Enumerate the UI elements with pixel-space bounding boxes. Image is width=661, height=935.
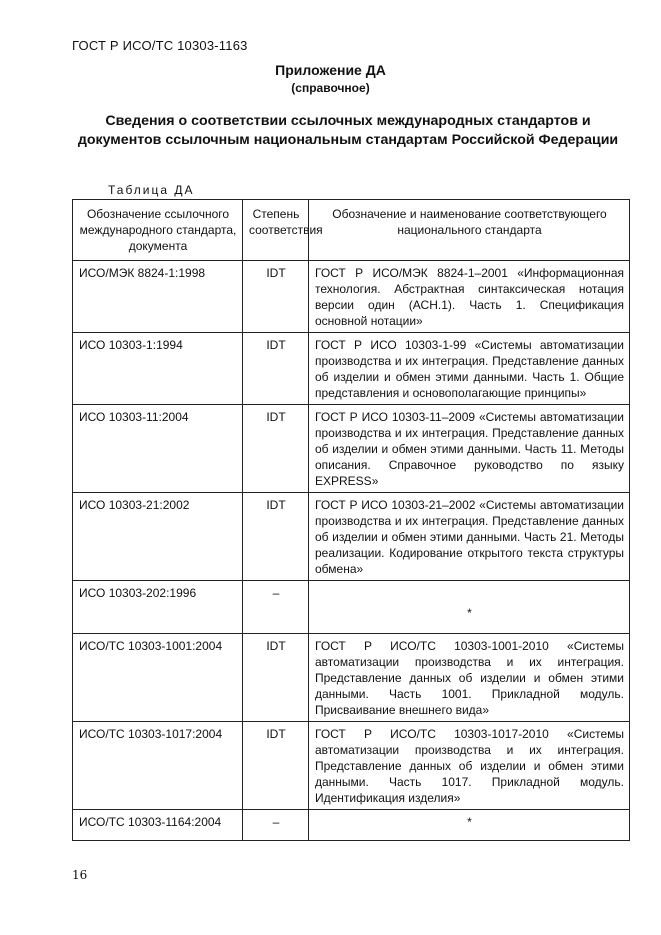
cell-national: * [309,581,630,634]
cell-national: ГОСТ Р ИСО/ТС 10303-1017-2010 «Системы автоматизации производства и их интеграция. Представление данных об изделии и обмен этими данными. Часть 1017. Прикладной модуль. Идентификация изделия» [309,722,630,810]
cell-national: * [309,810,630,841]
table-row [73,634,630,722]
cell-reference: ИСО 10303-11:2004 [73,405,243,493]
table-row [73,333,630,405]
cell-reference: ИСО 10303-21:2002 [73,493,243,581]
table-header-row [73,200,630,261]
table-caption: Таблица ДА [108,183,195,197]
page-title: Сведения о соответствии ссылочных международных стандартов и документов ссылочным национальным стандартам Российской Федерации [77,113,619,148]
cell-degree: IDT [243,634,309,722]
cell-reference: ИСО/ТС 10303-1017:2004 [73,722,243,810]
cell-national: ГОСТ Р ИСО/ТС 10303-1001-2010 «Системы автоматизации производства и их интеграция. Представление данных об изделии и обмен этими данными. Часть 1001. Прикладной модуль. Присваивание внешнего вида» [309,634,630,722]
cell-national: ГОСТ Р ИСО 10303-1-99 «Системы автоматизации производства и их интеграция. Представление данных об изделии и обмен этими данными. Часть 1. Общие представления и основополагающие принципы» [309,333,630,405]
header-degree: Степень соответствия [243,200,309,261]
table-row [73,581,630,634]
header-national: Обозначение и наименование соответствующего национального стандарта [309,200,630,261]
cell-degree: IDT [243,261,309,333]
header-reference: Обозначение ссылочного международного стандарта, документа [73,200,243,261]
table-row [73,810,630,841]
standards-table [72,199,630,841]
cell-reference: ИСО 10303-1:1994 [73,333,243,405]
table-row [73,261,630,333]
cell-degree: IDT [243,493,309,581]
table-row [73,493,630,581]
cell-reference: ИСО 10303-202:1996 [73,581,243,634]
cell-reference: ИСО/ТС 10303-1001:2004 [73,634,243,722]
cell-degree: – [243,581,309,634]
cell-degree: IDT [243,333,309,405]
page-number: 16 [72,868,88,882]
appendix-subtitle: (справочное) [291,81,370,95]
appendix-title: Приложение ДА [275,62,386,78]
document-id-header: ГОСТ Р ИСО/ТС 10303-1163 [72,38,248,53]
cell-reference: ИСО/МЭК 8824-1:1998 [73,261,243,333]
cell-national: ГОСТ Р ИСО 10303-11–2009 «Системы автоматизации производства и их интеграция. Представление данных об изделии и обмен этими данными. Часть 11. Методы описания. Справочное руководство по языку EXPRESS» [309,405,630,493]
cell-reference: ИСО/ТС 10303-1164:2004 [73,810,243,841]
cell-national: ГОСТ Р ИСО 10303-21–2002 «Системы автоматизации производства и их интеграция. Представление данных об изделии и обмен этими данными. Часть 21. Методы реализации. Кодирование открытого текста структуры обмена» [309,493,630,581]
table-row [73,722,630,810]
cell-degree: – [243,810,309,841]
table-row [73,405,630,493]
cell-degree: IDT [243,722,309,810]
cell-national: ГОСТ Р ИСО/МЭК 8824-1–2001 «Информационная технология. Абстрактная синтаксическая нотация версии один (АСН.1). Часть 1. Спецификация основной нотации» [309,261,630,333]
cell-degree: IDT [243,405,309,493]
